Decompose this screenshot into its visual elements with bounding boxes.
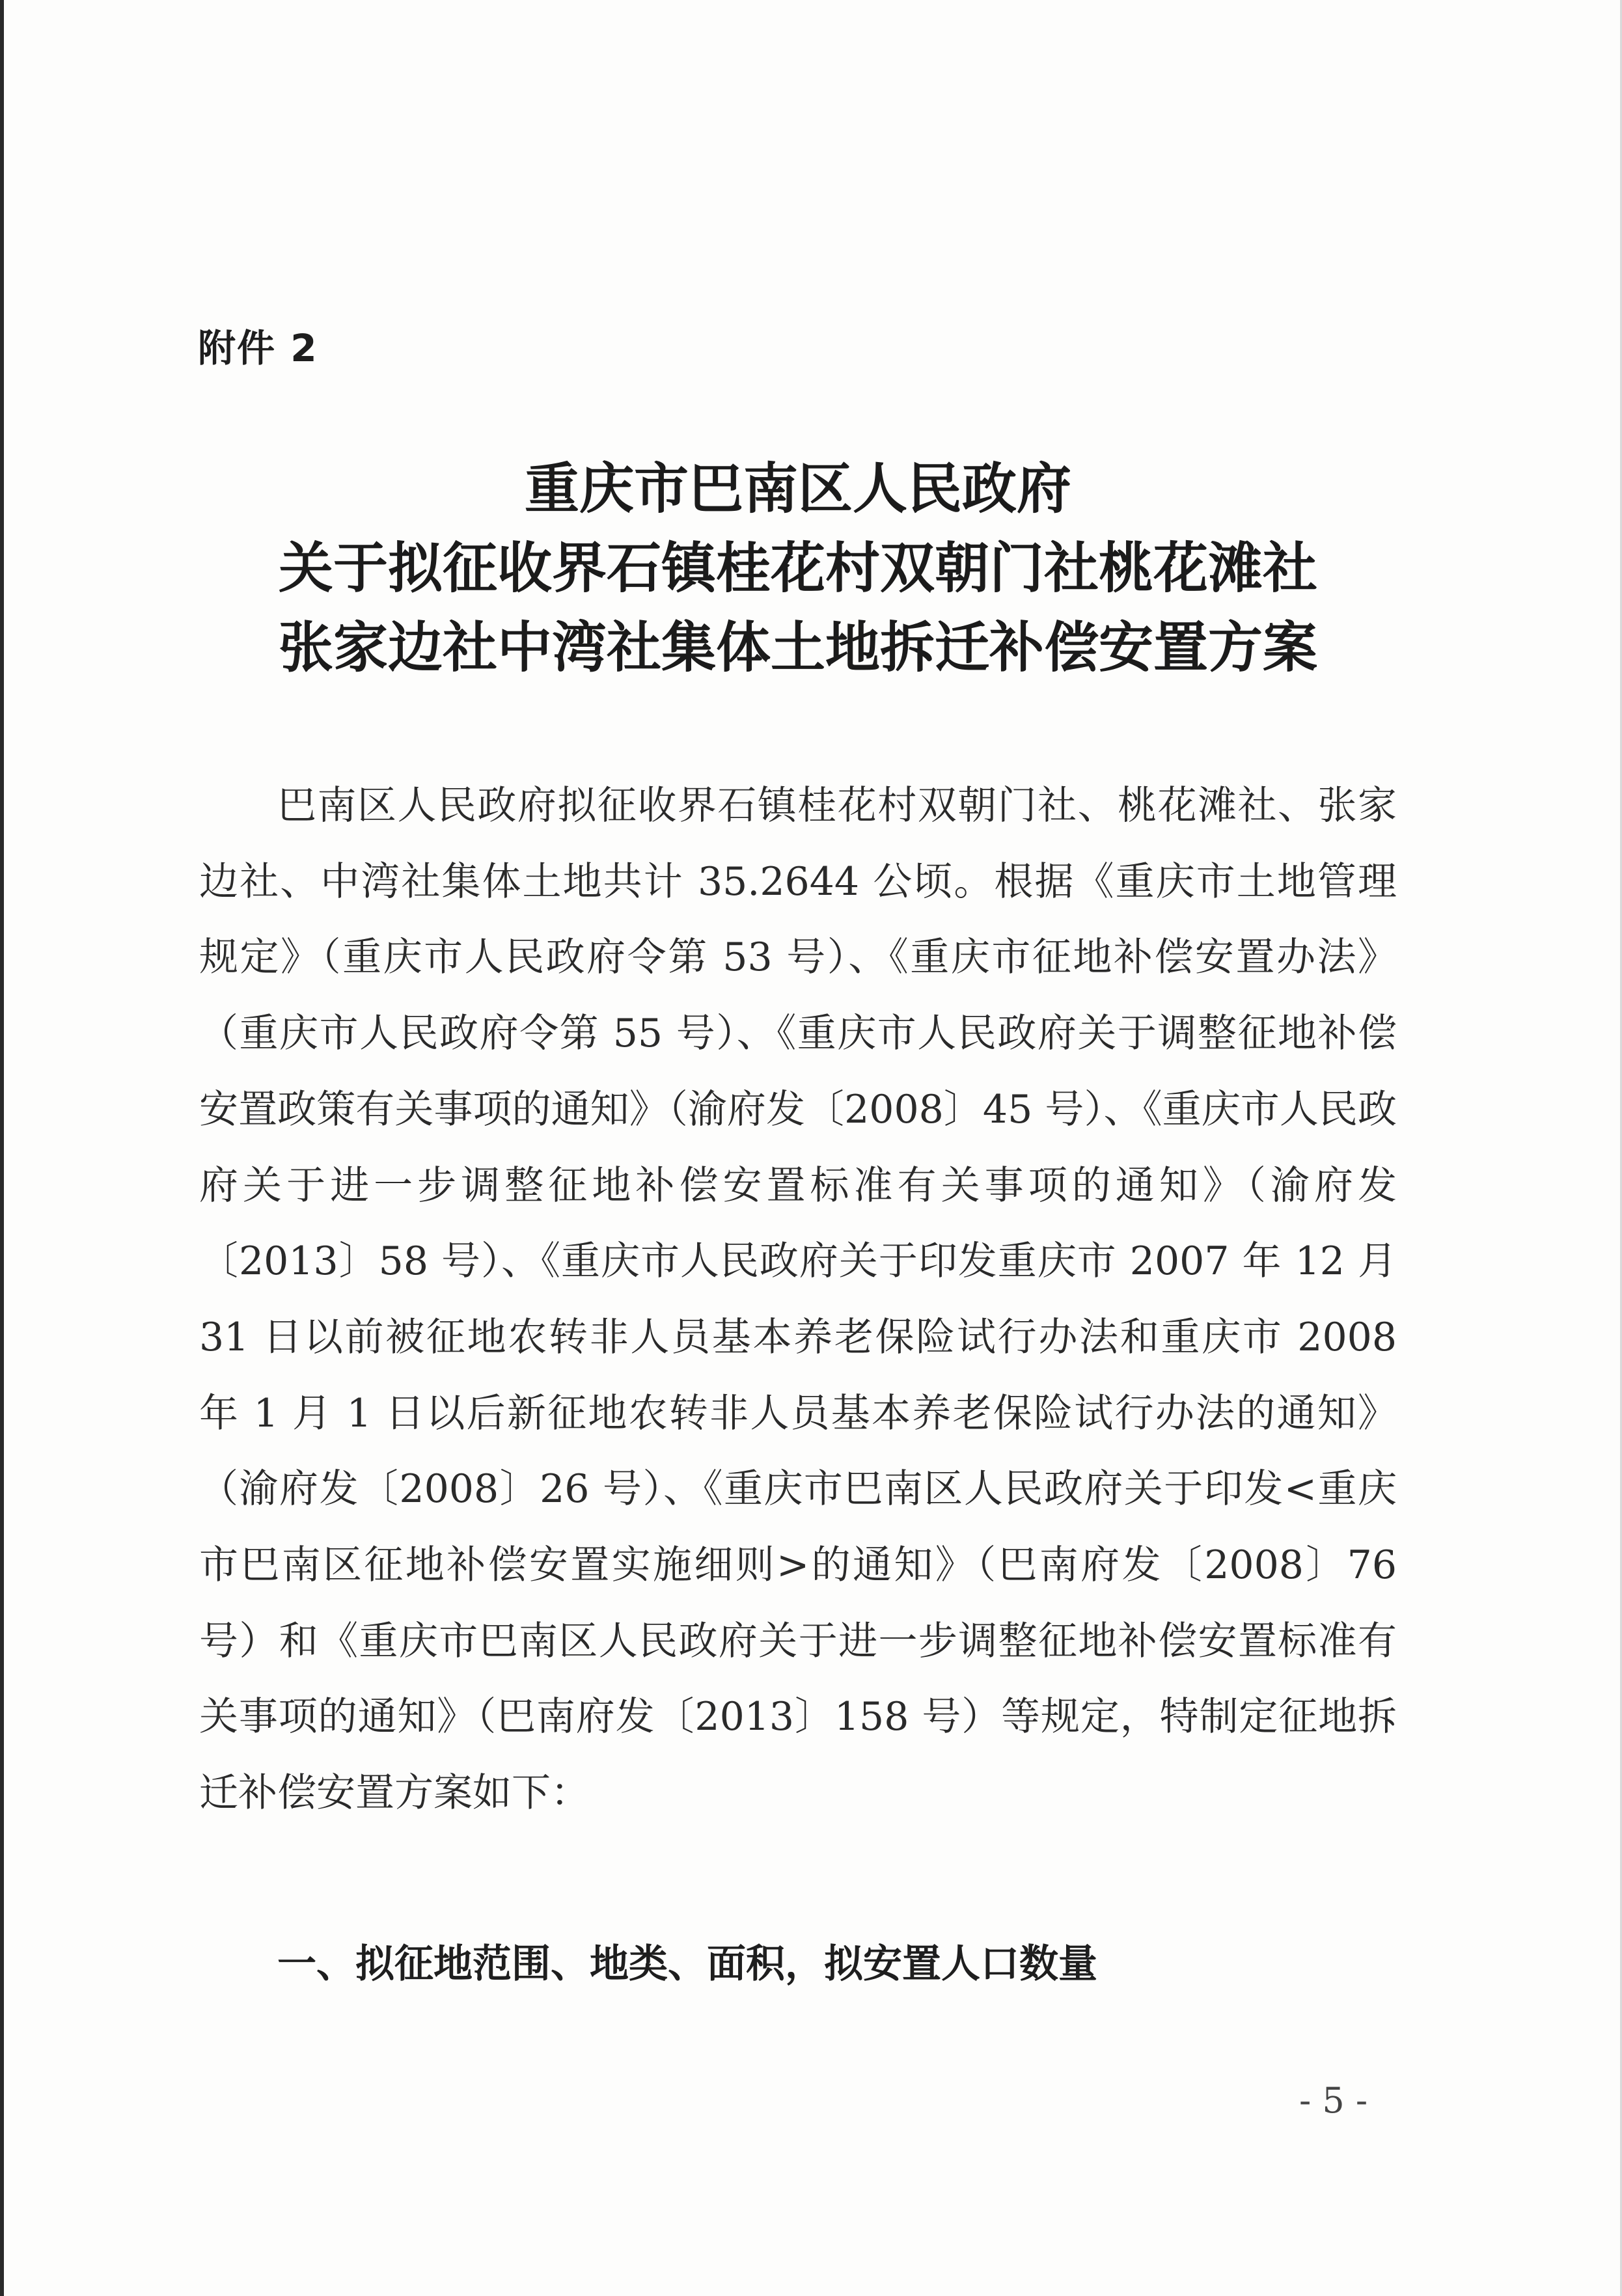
title-line: 重庆市巴南区人民政府 bbox=[524, 456, 1071, 521]
body-text bbox=[199, 768, 1397, 1831]
attachment-label: 附件 2 bbox=[198, 326, 318, 370]
title-line: 关于拟征收界石镇桂花村双朝门社桃花滩社 bbox=[278, 536, 1317, 600]
title-line: 张家边社中湾社集体土地拆迁补偿安置方案 bbox=[278, 615, 1317, 679]
section-heading: 一、拟征地范围、地类、面积，拟安置人口数量 bbox=[277, 1941, 1097, 1987]
page-number: - 5 - bbox=[1299, 2080, 1368, 2121]
document-title bbox=[199, 449, 1397, 687]
body-paragraph: 巴南区人民政府拟征收界石镇桂花村双朝门社、桃花滩社、张家边社、中湾社集体土地共计 35.2644 公顷。根据《重庆市土地管理规定》（重庆市人民政府令第 53 号）、《重庆市征地补偿安置办法》（重庆市人民政府令第 55 号）、《重庆市人民政府关于调整征地补偿安置政策有关事项的通知》（渝府发〔2008〕45 号）、《重庆市人民政府关于进一步调整征地补偿安置标准有关事项的通知》（渝府发〔2013〕58 号）、《重庆市人民政府关于印发重庆市 2007 年 12 月 31 日以前被征地农转非人员基本养老保险试行办法和重庆市 2008 年 1 月 1 日以后新征地农转非人员基本养老保险试行办法的通知》（渝府发〔2008〕26 号）、《重庆市巴南区人民政府关于印发<重庆市巴南区征地补偿安置实施细则>的通知》（巴南府发〔2008〕76 号）和《重庆市巴南区人民政府关于进一步调整征地补偿安置标准有关事项的通知》（巴南府发〔2013〕158 号）等规定，特制定征地拆迁补偿安置方案如下： bbox=[199, 783, 1397, 1816]
